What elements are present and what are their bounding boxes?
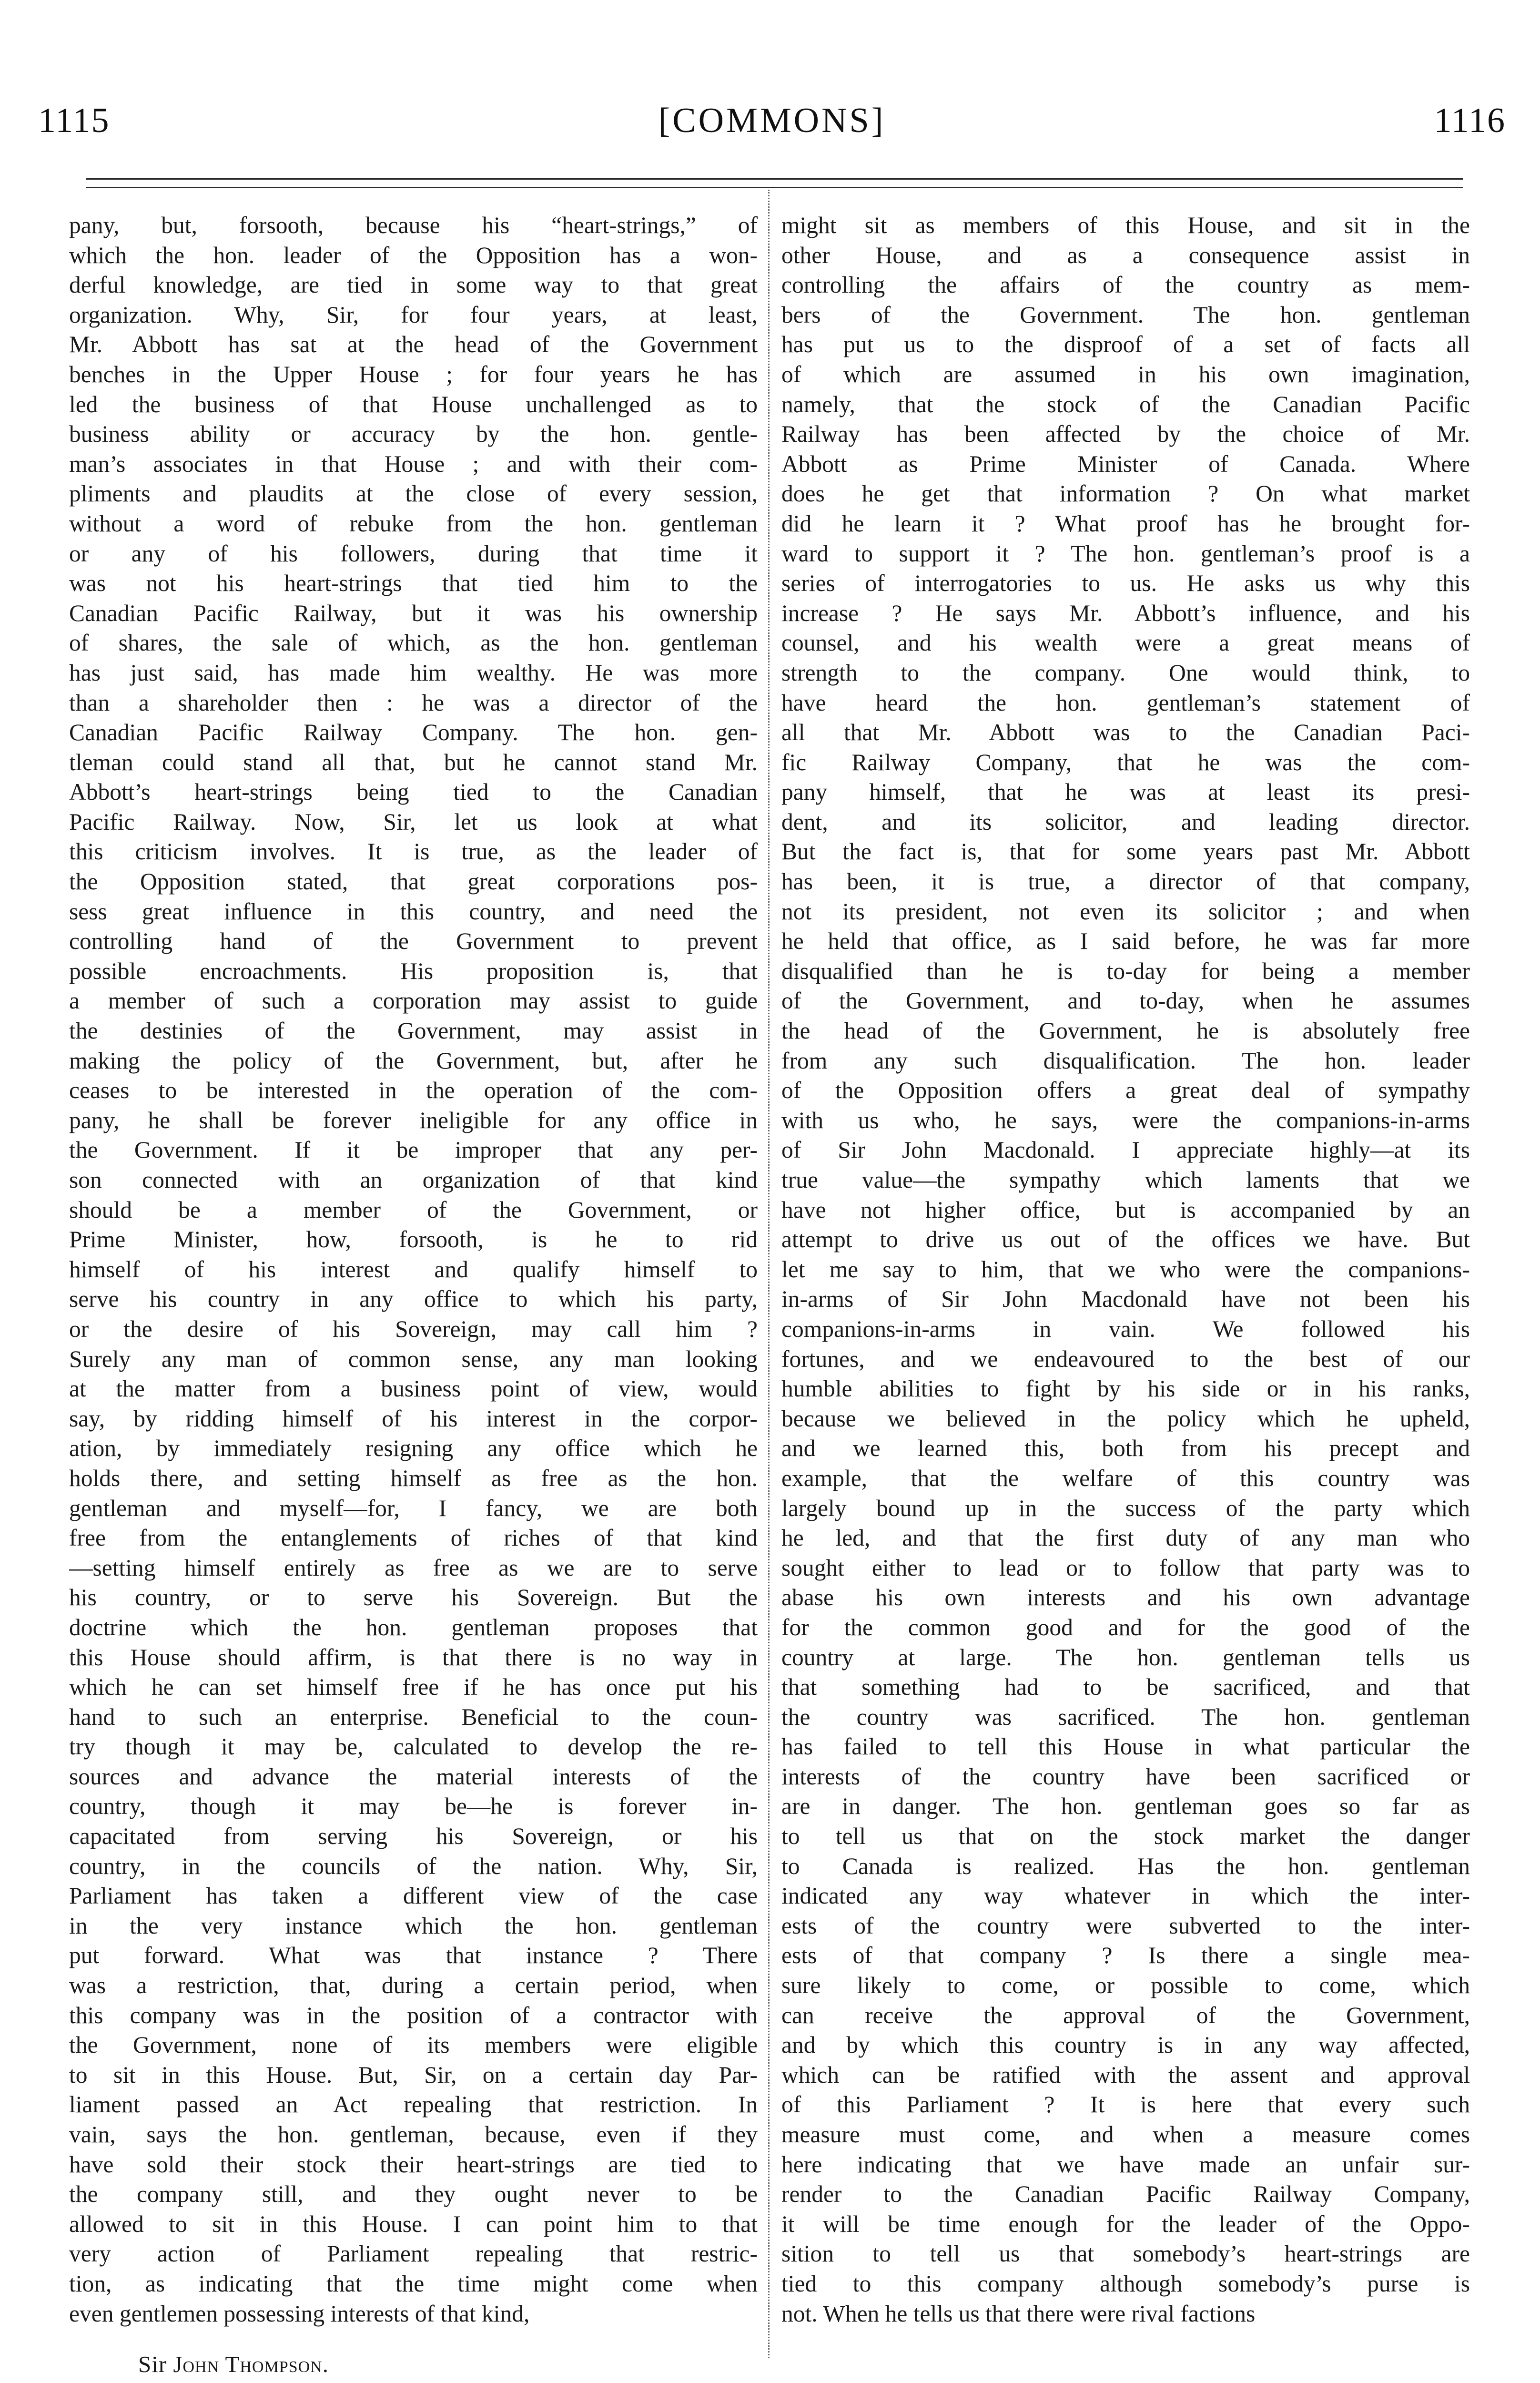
text-line: gentleman and myself—for, I fancy, we are both (69, 1495, 758, 1521)
text-line: the Government, none of its members were eligible (69, 2032, 758, 2058)
text-line: making the policy of the Government, but, after he (69, 1047, 758, 1074)
text-line: of the Government, and to-day, when he assumes (781, 988, 1470, 1014)
text-line: benches in the Upper House ; for four years he has (69, 361, 758, 387)
text-line: Railway has been affected by the choice of Mr. (781, 421, 1470, 448)
text-line: even gentlemen possessing interests of that kind, (69, 2300, 530, 2327)
text-line: Abbott as Prime Minister of Canada. Where (781, 450, 1470, 477)
text-line: to Canada is realized. Has the hon. gentleman (781, 1853, 1470, 1879)
text-line: or the desire of his Sovereign, may call him ? (69, 1315, 758, 1342)
text-line: tied to this company although somebody’s purse is (781, 2270, 1470, 2297)
text-line: true value—the sympathy which laments that we (781, 1167, 1470, 1193)
left-text-column (69, 211, 758, 2329)
text-line: render to the Canadian Pacific Railway Company, (781, 2181, 1470, 2208)
text-line: with us who, he says, were the companions-in-arms (781, 1107, 1470, 1133)
text-line: the Opposition stated, that great corporations pos- (69, 868, 758, 895)
text-line: ests of that company ? Is there a single mea- (781, 1942, 1470, 1969)
text-line: ation, by immediately resigning any office which he (69, 1435, 758, 1462)
text-line: he led, and that the first duty of any man who (781, 1525, 1470, 1551)
text-line: have not higher office, but is accompanied by an (781, 1196, 1470, 1223)
text-line: sought either to lead or to follow that party was to (781, 1554, 1470, 1581)
text-line: not its president, not even its solicitor ; and when (781, 898, 1470, 925)
catchword-name: John Thompson. (173, 2351, 329, 2377)
text-line: other House, and as a consequence assist in (781, 242, 1470, 268)
text-line: holds there, and setting himself as free as the hon. (69, 1465, 758, 1491)
text-line: the Government. If it be improper that any per- (69, 1137, 758, 1163)
text-line: organization. Why, Sir, for four years, at least, (69, 301, 758, 328)
text-line: can receive the approval of the Government, (781, 2002, 1470, 2028)
text-line: abase his own interests and his own advantage (781, 1584, 1470, 1611)
catchword-prefix: Sir (138, 2351, 173, 2377)
text-line: measure must come, and when a measure comes (781, 2121, 1470, 2148)
text-line: that something had to be sacrificed, and that (781, 1674, 1470, 1701)
text-line: has failed to tell this House in what particular the (781, 1733, 1470, 1760)
text-line: of Sir John Macdonald. I appreciate highly—at its (781, 1137, 1470, 1163)
text-line: Parliament has taken a different view of the case (69, 1883, 758, 1909)
text-line: or any of his followers, during that time it (69, 540, 758, 567)
text-line: Mr. Abbott has sat at the head of the Government (69, 331, 758, 358)
text-line: sources and advance the material interests of the (69, 1763, 758, 1790)
text-line: country, though it may be—he is forever in- (69, 1793, 758, 1820)
text-line: try though it may be, calculated to develop the re- (69, 1733, 758, 1760)
text-line: this company was in the position of a contractor with (69, 2002, 758, 2028)
text-line: his country, or to serve his Sovereign. But the (69, 1584, 758, 1611)
text-line: he held that office, as I said before, he was far more (781, 928, 1470, 955)
text-line: because we believed in the policy which he upheld, (781, 1405, 1470, 1432)
header-rule-bottom (86, 187, 1463, 188)
text-line: country, in the councils of the nation. Why, Sir, (69, 1853, 758, 1879)
text-line: ests of the country were subverted to the inter- (781, 1912, 1470, 1939)
text-line: himself of his interest and qualify himself to (69, 1256, 758, 1283)
text-line: than a shareholder then : he was a director of the (69, 689, 758, 716)
text-line: counsel, and his wealth were a great means of (781, 630, 1470, 656)
text-line: example, that the welfare of this country was (781, 1465, 1470, 1491)
left-page-number: 1115 (38, 101, 110, 140)
text-line: tion, as indicating that the time might come when (69, 2270, 758, 2297)
text-line: disqualified than he is to-day for being a member (781, 957, 1470, 984)
text-line: But the fact is, that for some years past Mr. Abbott (781, 838, 1470, 865)
text-line: not. When he tells us that there were rival factions (781, 2300, 1256, 2327)
text-line: all that Mr. Abbott was to the Canadian Paci- (781, 719, 1470, 746)
running-head (38, 94, 1506, 152)
text-line: without a word of rebuke from the hon. gentleman (69, 510, 758, 537)
text-line: have heard the hon. gentleman’s statement of (781, 689, 1470, 716)
text-line: pany, but, forsooth, because his “heart-strings,” of (69, 212, 758, 238)
text-line: should be a member of the Government, or (69, 1196, 758, 1223)
text-line: country at large. The hon. gentleman tells us (781, 1644, 1470, 1670)
text-line: has just said, has made him wealthy. He was more (69, 659, 758, 686)
text-line: hand to such an enterprise. Beneficial to the coun- (69, 1703, 758, 1730)
text-line: it will be time enough for the leader of the Oppo- (781, 2210, 1470, 2237)
text-line: this criticism involves. It is true, as the leader of (69, 838, 758, 865)
text-line: in the very instance which the hon. gentleman (69, 1912, 758, 1939)
text-line: which can be ratified with the assent and approval (781, 2061, 1470, 2088)
text-line: tleman could stand all that, but he cannot stand Mr. (69, 749, 758, 775)
text-line: increase ? He says Mr. Abbott’s influence, and his (781, 600, 1470, 626)
text-line: Abbott’s heart-strings being tied to the Canadian (69, 779, 758, 805)
right-page-number: 1116 (1434, 101, 1506, 140)
text-line: bers of the Government. The hon. gentleman (781, 301, 1470, 328)
text-line: to sit in this House. But, Sir, on a certain day Par- (69, 2061, 758, 2088)
text-line: strength to the company. One would think, to (781, 659, 1470, 686)
text-line: in-arms of Sir John Macdonald have not been his (781, 1286, 1470, 1313)
text-line: namely, that the stock of the Canadian Pacific (781, 391, 1470, 418)
header-rule-top (86, 178, 1463, 180)
text-line: was not his heart-strings that tied him to the (69, 570, 758, 597)
text-line: Prime Minister, how, forsooth, is he to rid (69, 1226, 758, 1253)
text-line: put forward. What was that instance ? There (69, 1942, 758, 1969)
text-line: pliments and plaudits at the close of every session, (69, 480, 758, 507)
text-line: largely bound up in the success of the party which (781, 1495, 1470, 1521)
text-line: pany himself, that he was at least its presi- (781, 779, 1470, 805)
column-divider (768, 190, 770, 2358)
text-line: doctrine which the hon. gentleman proposes that (69, 1614, 758, 1640)
text-line: sess great influence in this country, and need the (69, 898, 758, 925)
text-line: from any such disqualification. The hon. leader (781, 1047, 1470, 1074)
text-line: companions-in-arms in vain. We followed his (781, 1315, 1470, 1342)
running-head-title: [COMMONS] (658, 101, 886, 140)
text-line: and by which this country is in any way affected, (781, 2032, 1470, 2058)
text-line: derful knowledge, are tied in some way to that great (69, 272, 758, 298)
text-line: dent, and its solicitor, and leading director. (781, 808, 1470, 835)
text-line: are in danger. The hon. gentleman goes so far as (781, 1793, 1470, 1820)
text-line: did he learn it ? What proof has he brought for- (781, 510, 1470, 537)
text-line: free from the entanglements of riches of that kind (69, 1525, 758, 1551)
text-line: at the matter from a business point of view, would (69, 1375, 758, 1402)
text-line: allowed to sit in this House. I can point him to that (69, 2210, 758, 2237)
text-line: say, by ridding himself of his interest in the corpor- (69, 1405, 758, 1432)
text-line: the destinies of the Government, may assist in (69, 1018, 758, 1044)
text-line: ceases to be interested in the operation of the com- (69, 1077, 758, 1104)
text-line: very action of Parliament repealing that restric- (69, 2240, 758, 2267)
text-line: this House should affirm, is that there is no way in (69, 1644, 758, 1670)
text-line: vain, says the hon. gentleman, because, even if they (69, 2121, 758, 2148)
text-line: has put us to the disproof of a set of facts all (781, 331, 1470, 358)
text-line: business ability or accuracy by the hon. gentle- (69, 421, 758, 448)
right-text-column (781, 211, 1470, 2329)
text-line: sure likely to come, or possible to come, which (781, 1972, 1470, 1999)
text-line: man’s associates in that House ; and with their com- (69, 450, 758, 477)
text-line: which he can set himself free if he has once put his (69, 1674, 758, 1701)
text-line: has been, it is true, a director of that company, (781, 868, 1470, 895)
text-line: humble abilities to fight by his side or in his ranks, (781, 1375, 1470, 1402)
text-line: Canadian Pacific Railway, but it was his ownership (69, 600, 758, 626)
text-line: was a restriction, that, during a certain period, when (69, 1972, 758, 1999)
text-line: Surely any man of common sense, any man looking (69, 1345, 758, 1372)
text-line: indicated any way whatever in which the inter- (781, 1883, 1470, 1909)
text-line: serve his country in any office to which his party, (69, 1286, 758, 1313)
text-line: of which are assumed in his own imagination, (781, 361, 1470, 387)
text-line: interests of the country have been sacrificed or (781, 1763, 1470, 1790)
text-line: Pacific Railway. Now, Sir, let us look at what (69, 808, 758, 835)
text-line: ward to support it ? The hon. gentleman’s proof is a (781, 540, 1470, 567)
text-line: and we learned this, both from his precept and (781, 1435, 1470, 1462)
text-line: a member of such a corporation may assist to guide (69, 988, 758, 1014)
text-line: let me say to him, that we who were the companions- (781, 1256, 1470, 1283)
text-line: fic Railway Company, that he was the com- (781, 749, 1470, 775)
speaker-catchword (138, 2350, 329, 2379)
text-line: have sold their stock their heart-strings are tied to (69, 2151, 758, 2178)
text-line: might sit as members of this House, and sit in the (781, 212, 1470, 238)
text-line: does he get that information ? On what market (781, 480, 1470, 507)
text-line: the country was sacrificed. The hon. gentleman (781, 1703, 1470, 1730)
text-line: to tell us that on the stock market the danger (781, 1823, 1470, 1850)
text-line: series of interrogatories to us. He asks us why this (781, 570, 1470, 597)
text-line: here indicating that we have made an unfair sur- (781, 2151, 1470, 2178)
text-line: sition to tell us that somebody’s heart-strings are (781, 2240, 1470, 2267)
text-line: for the common good and for the good of the (781, 1614, 1470, 1640)
text-line: pany, he shall be forever ineligible for any office in (69, 1107, 758, 1133)
text-line: of shares, the sale of which, as the hon. gentleman (69, 630, 758, 656)
text-line: possible encroachments. His proposition is, that (69, 957, 758, 984)
text-line: the company still, and they ought never to be (69, 2181, 758, 2208)
text-line: fortunes, and we endeavoured to the best of our (781, 1345, 1470, 1372)
text-line: Canadian Pacific Railway Company. The hon. gen- (69, 719, 758, 746)
text-line: attempt to drive us out of the offices we have. But (781, 1226, 1470, 1253)
text-line: of this Parliament ? It is here that every such (781, 2091, 1470, 2118)
text-line: of the Opposition offers a great deal of sympathy (781, 1077, 1470, 1104)
text-line: which the hon. leader of the Opposition has a won- (69, 242, 758, 268)
text-line: son connected with an organization of that kind (69, 1167, 758, 1193)
text-line: led the business of that House unchallenged as to (69, 391, 758, 418)
text-line: controlling hand of the Government to prevent (69, 928, 758, 955)
text-line: liament passed an Act repealing that restriction. In (69, 2091, 758, 2118)
text-line: controlling the affairs of the country as mem- (781, 272, 1470, 298)
text-line: —setting himself entirely as free as we are to serve (69, 1554, 758, 1581)
text-line: capacitated from serving his Sovereign, or his (69, 1823, 758, 1850)
text-line: the head of the Government, he is absolutely free (781, 1018, 1470, 1044)
